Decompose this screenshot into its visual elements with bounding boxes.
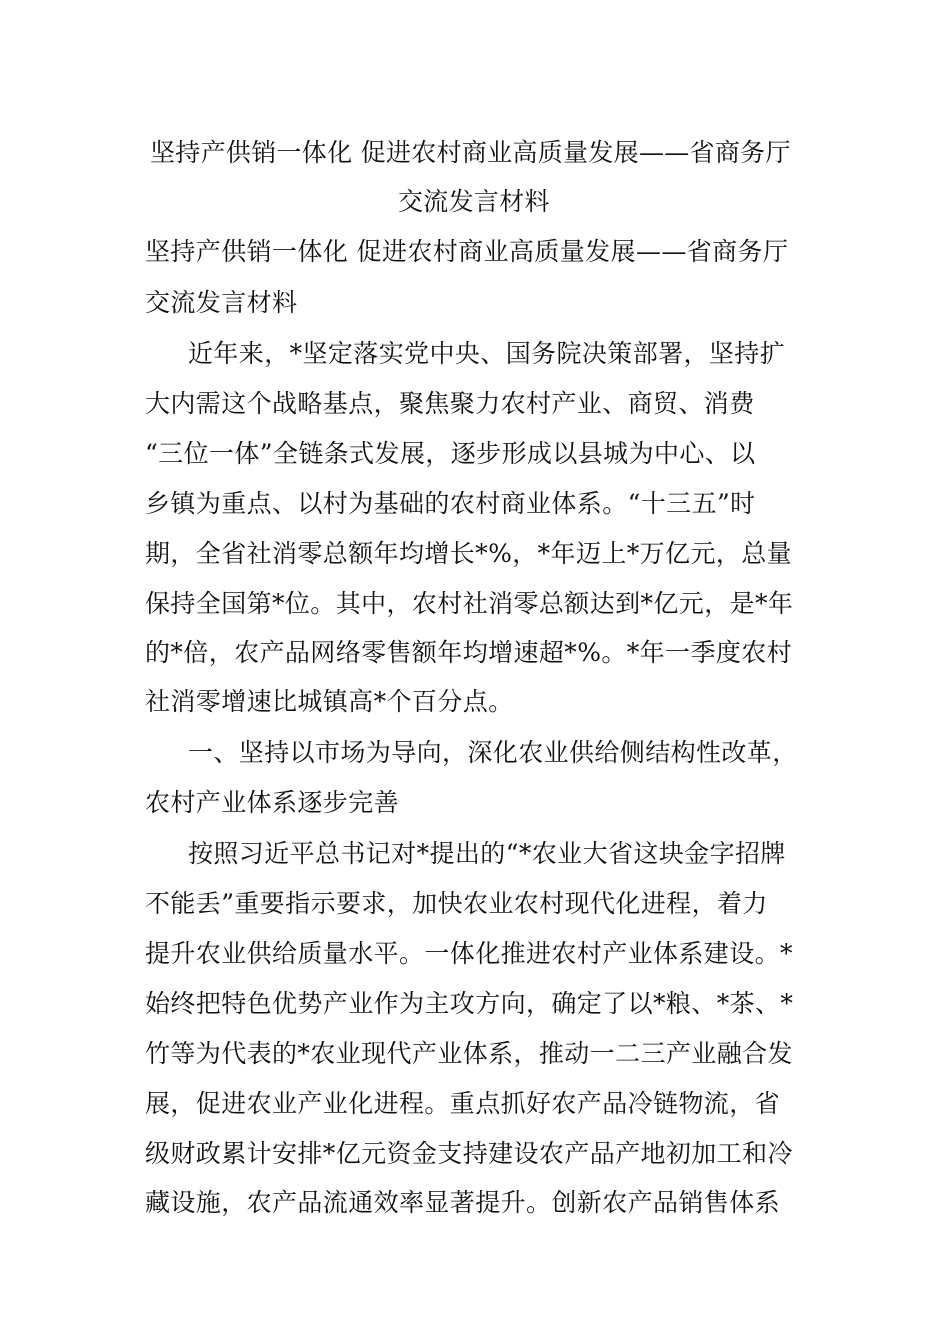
paragraph-1-line-7: 的*倍，农产品网络零售额年均增速超*%。*年一季度农村 — [145, 638, 793, 667]
paragraph-2-line-4: 始终把特色优势产业作为主攻方向，确定了以*粮、*茶、* — [145, 989, 794, 1018]
paragraph-2-line-6: 展，促进农业产业化进程。重点抓好农产品冷链物流，省 — [145, 1089, 781, 1118]
paragraph-1-line-8: 社消零增速比城镇高*个百分点。 — [145, 687, 514, 716]
paragraph-1-line-5: 期，全省社消零总额年均增长*%，*年迈上*万亿元，总量 — [145, 539, 793, 568]
paragraph-2-line-7: 级财政累计安排*亿元资金支持建设农产品产地初加工和冷 — [145, 1139, 793, 1168]
paragraph-2-line-3: 提升农业供给质量水平。一体化推进农村产业体系建设。* — [145, 939, 793, 968]
paragraph-2-line-5: 竹等为代表的*农业现代产业体系，推动一二三产业融合发 — [145, 1039, 793, 1068]
paragraph-1-line-3: “三位一体”全链条式发展，逐步形成以县城为中心、以 — [145, 439, 756, 468]
document-subtitle-line-2: 交流发言材料 — [145, 288, 298, 317]
paragraph-1-line-6: 保持全国第*位。其中，农村社消零总额达到*亿元，是*年 — [145, 589, 794, 618]
document-subtitle-line-1: 坚持产供销一体化 促进农村商业高质量发展——省商务厅 — [145, 237, 789, 266]
heading-1-line-2: 农村产业体系逐步完善 — [145, 788, 400, 817]
document-title-line-1: 坚持产供销一体化 促进农村商业高质量发展——省商务厅 — [150, 138, 791, 167]
paragraph-2-line-8: 藏设施，农产品流通效率显著提升。创新农产品销售体系 — [145, 1188, 781, 1217]
paragraph-2-line-1: 按照习近平总书记对*提出的“*农业大省这块金字招牌 — [188, 839, 786, 868]
heading-1-line-1: 一、坚持以市场为导向，深化农业供给侧结构性改革， — [188, 738, 798, 767]
paragraph-2-line-2: 不能丢”重要指示要求，加快农业农村现代化进程，着力 — [145, 889, 768, 918]
paragraph-1-line-1: 近年来，*坚定落实党中央、国务院决策部署，坚持扩 — [188, 339, 786, 368]
document-title-line-2: 交流发言材料 — [398, 187, 550, 216]
paragraph-1-line-2: 大内需这个战略基点，聚焦聚力农村产业、商贸、消费 — [145, 389, 755, 418]
paragraph-1-line-4: 乡镇为重点、以村为基础的农村商业体系。“十三五”时 — [145, 489, 756, 518]
